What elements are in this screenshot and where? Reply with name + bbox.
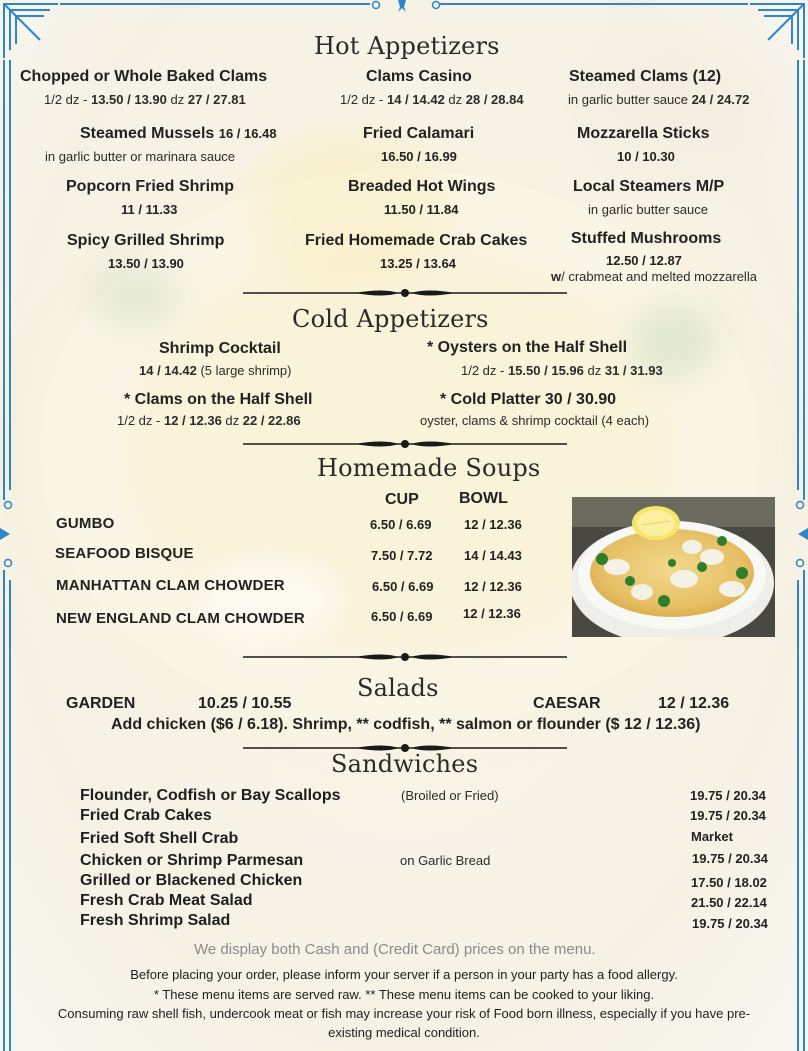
item-clams-half-shell: * Clams on the Half Shell [124, 391, 313, 408]
item-shrimp-cocktail: Shrimp Cocktail [159, 340, 281, 357]
item-cold-platter: * Cold Platter 30 / 30.90 [440, 391, 617, 408]
soup-gumbo: GUMBO [56, 515, 115, 532]
sandwich-crab-cakes: Fried Crab Cakes [80, 807, 212, 824]
item-cold-platter-note: oyster, clams & shrimp cocktail (4 each) [420, 413, 650, 428]
soup-seafood-bisque: SEAFOOD BISQUE [55, 545, 194, 562]
soup-seafood-bisque-cup: 7.50 / 7.72 [371, 548, 433, 563]
item-spicy-grilled-shrimp-price: 13.50 / 13.90 [108, 256, 184, 271]
item-breaded-hot-wings-price: 11.50 / 11.84 [384, 202, 459, 217]
item-fried-calamari: Fried Calamari [363, 125, 475, 142]
sandwich-parmesan-note: on Garlic Bread [400, 853, 491, 868]
sandwich-parmesan: Chicken or Shrimp Parmesan [80, 852, 304, 869]
allergy-notice: Before placing your order, please inform your server if a person in your party has a food allergy. [130, 967, 678, 982]
item-spicy-grilled-shrimp: Spicy Grilled Shrimp [67, 232, 225, 249]
section-divider [243, 287, 567, 299]
sandwich-shrimp-salad-price: 19.75 / 20.34 [692, 916, 768, 931]
hot-appetizers-heading: Hot Appetizers [314, 32, 500, 60]
soup-bowl-photo [572, 497, 775, 637]
salad-garden-label: GARDEN [66, 695, 136, 712]
soup-gumbo-cup: 6.50 / 6.69 [370, 517, 432, 532]
item-steamed-mussels-note: in garlic butter or marinara sauce [45, 149, 236, 164]
soups-heading: Homemade Soups [317, 454, 541, 482]
sandwich-crab-cakes-price: 19.75 / 20.34 [690, 808, 766, 823]
item-stuffed-mushrooms: Stuffed Mushrooms [571, 230, 722, 247]
sandwich-grilled-chicken: Grilled or Blackened Chicken [80, 872, 303, 889]
item-fried-crab-cakes: Fried Homemade Crab Cakes [305, 232, 528, 249]
salad-caesar-price: 12 / 12.36 [658, 695, 730, 712]
sandwich-flounder-note: (Broiled or Fried) [401, 788, 499, 803]
item-clams-half-shell-price: 1/2 dz - 12 / 12.36 dz 22 / 22.86 [117, 413, 301, 428]
item-steamed-clams-price: in garlic butter sauce 24 / 24.72 [568, 92, 750, 107]
sandwich-soft-shell-crab-price: Market [691, 829, 733, 844]
salad-garden-price: 10.25 / 10.55 [198, 695, 292, 712]
item-popcorn-fried-shrimp-price: 11 / 11.33 [121, 202, 178, 217]
soup-manhattan: MANHATTAN CLAM CHOWDER [56, 577, 285, 594]
section-divider [243, 651, 567, 663]
item-stuffed-mushrooms-note: w/ crabmeat and melted mozzarella [551, 269, 757, 284]
item-breaded-hot-wings: Breaded Hot Wings [348, 178, 496, 195]
item-stuffed-mushrooms-price: 12.50 / 12.87 [606, 253, 682, 268]
soup-seafood-bisque-bowl: 14 / 14.43 [464, 548, 522, 563]
item-clams-casino: Clams Casino [366, 68, 472, 85]
item-chopped-baked-clams: Chopped or Whole Baked Clams [20, 68, 268, 85]
raw-items-notice: * These menu items are served raw. ** These menu items can be cooked to your liking. [153, 987, 655, 1002]
sandwich-flounder-price: 19.75 / 20.34 [690, 788, 766, 803]
soup-new-england: NEW ENGLAND CLAM CHOWDER [56, 610, 305, 627]
item-mozzarella-sticks-price: 10 / 10.30 [617, 149, 675, 164]
sandwich-parmesan-price: 19.75 / 20.34 [692, 851, 768, 866]
item-steamed-clams: Steamed Clams (12) [569, 68, 722, 85]
item-shrimp-cocktail-price: 14 / 14.42 (5 large shrimp) [139, 363, 292, 378]
item-popcorn-fried-shrimp: Popcorn Fried Shrimp [66, 178, 235, 195]
item-mozzarella-sticks: Mozzarella Sticks [577, 125, 710, 142]
item-clams-casino-price: 1/2 dz - 14 / 14.42 dz 28 / 28.84 [340, 92, 524, 107]
salad-addons: Add chicken ($6 / 6.18). Shrimp, ** codfish, ** salmon or flounder ($ 12 / 12.36) [111, 716, 701, 733]
item-steamed-mussels: Steamed Mussels 16 / 16.48 [80, 125, 277, 142]
item-fried-crab-cakes-price: 13.25 / 13.64 [380, 256, 456, 271]
soup-new-england-bowl: 12 / 12.36 [463, 606, 521, 621]
soup-new-england-cup: 6.50 / 6.69 [371, 609, 433, 624]
consumption-warning-line1: Consuming raw shell fish, undercook meat or fish may increase your risk of Food born illness, especially if you have pre- [57, 1006, 751, 1021]
sandwich-soft-shell-crab: Fried Soft Shell Crab [80, 830, 239, 847]
consumption-warning-line2: existing medical condition. [328, 1025, 480, 1040]
salads-heading: Salads [357, 674, 439, 702]
soup-gumbo-bowl: 12 / 12.36 [464, 517, 522, 532]
sandwiches-heading: Sandwiches [331, 750, 479, 778]
soup-manhattan-cup: 6.50 / 6.69 [372, 579, 434, 594]
soup-manhattan-bowl: 12 / 12.36 [464, 579, 522, 594]
soups-col-bowl: BOWL [459, 490, 508, 507]
cash-credit-note: We display both Cash and (Credit Card) prices on the menu. [194, 941, 596, 958]
item-local-steamers: Local Steamers M/P [573, 178, 725, 195]
item-oysters-half-shell: * Oysters on the Half Shell [427, 339, 628, 356]
cold-appetizers-heading: Cold Appetizers [292, 305, 489, 333]
item-fried-calamari-price: 16.50 / 16.99 [381, 149, 457, 164]
item-oysters-half-shell-price: 1/2 dz - 15.50 / 15.96 dz 31 / 31.93 [461, 363, 663, 378]
sandwich-grilled-chicken-price: 17.50 / 18.02 [691, 875, 767, 890]
sandwich-crab-meat-salad-price: 21.50 / 22.14 [691, 895, 767, 910]
item-chopped-baked-clams-price: 1/2 dz - 13.50 / 13.90 dz 27 / 27.81 [44, 92, 246, 107]
sandwich-shrimp-salad: Fresh Shrimp Salad [80, 912, 231, 929]
salad-caesar-label: CAESAR [533, 695, 601, 712]
sandwich-crab-meat-salad: Fresh Crab Meat Salad [80, 892, 253, 909]
item-local-steamers-note: in garlic butter sauce [588, 202, 708, 217]
soups-col-cup: CUP [385, 491, 419, 508]
sandwich-flounder: Flounder, Codfish or Bay Scallops [80, 787, 341, 804]
section-divider [243, 438, 567, 450]
